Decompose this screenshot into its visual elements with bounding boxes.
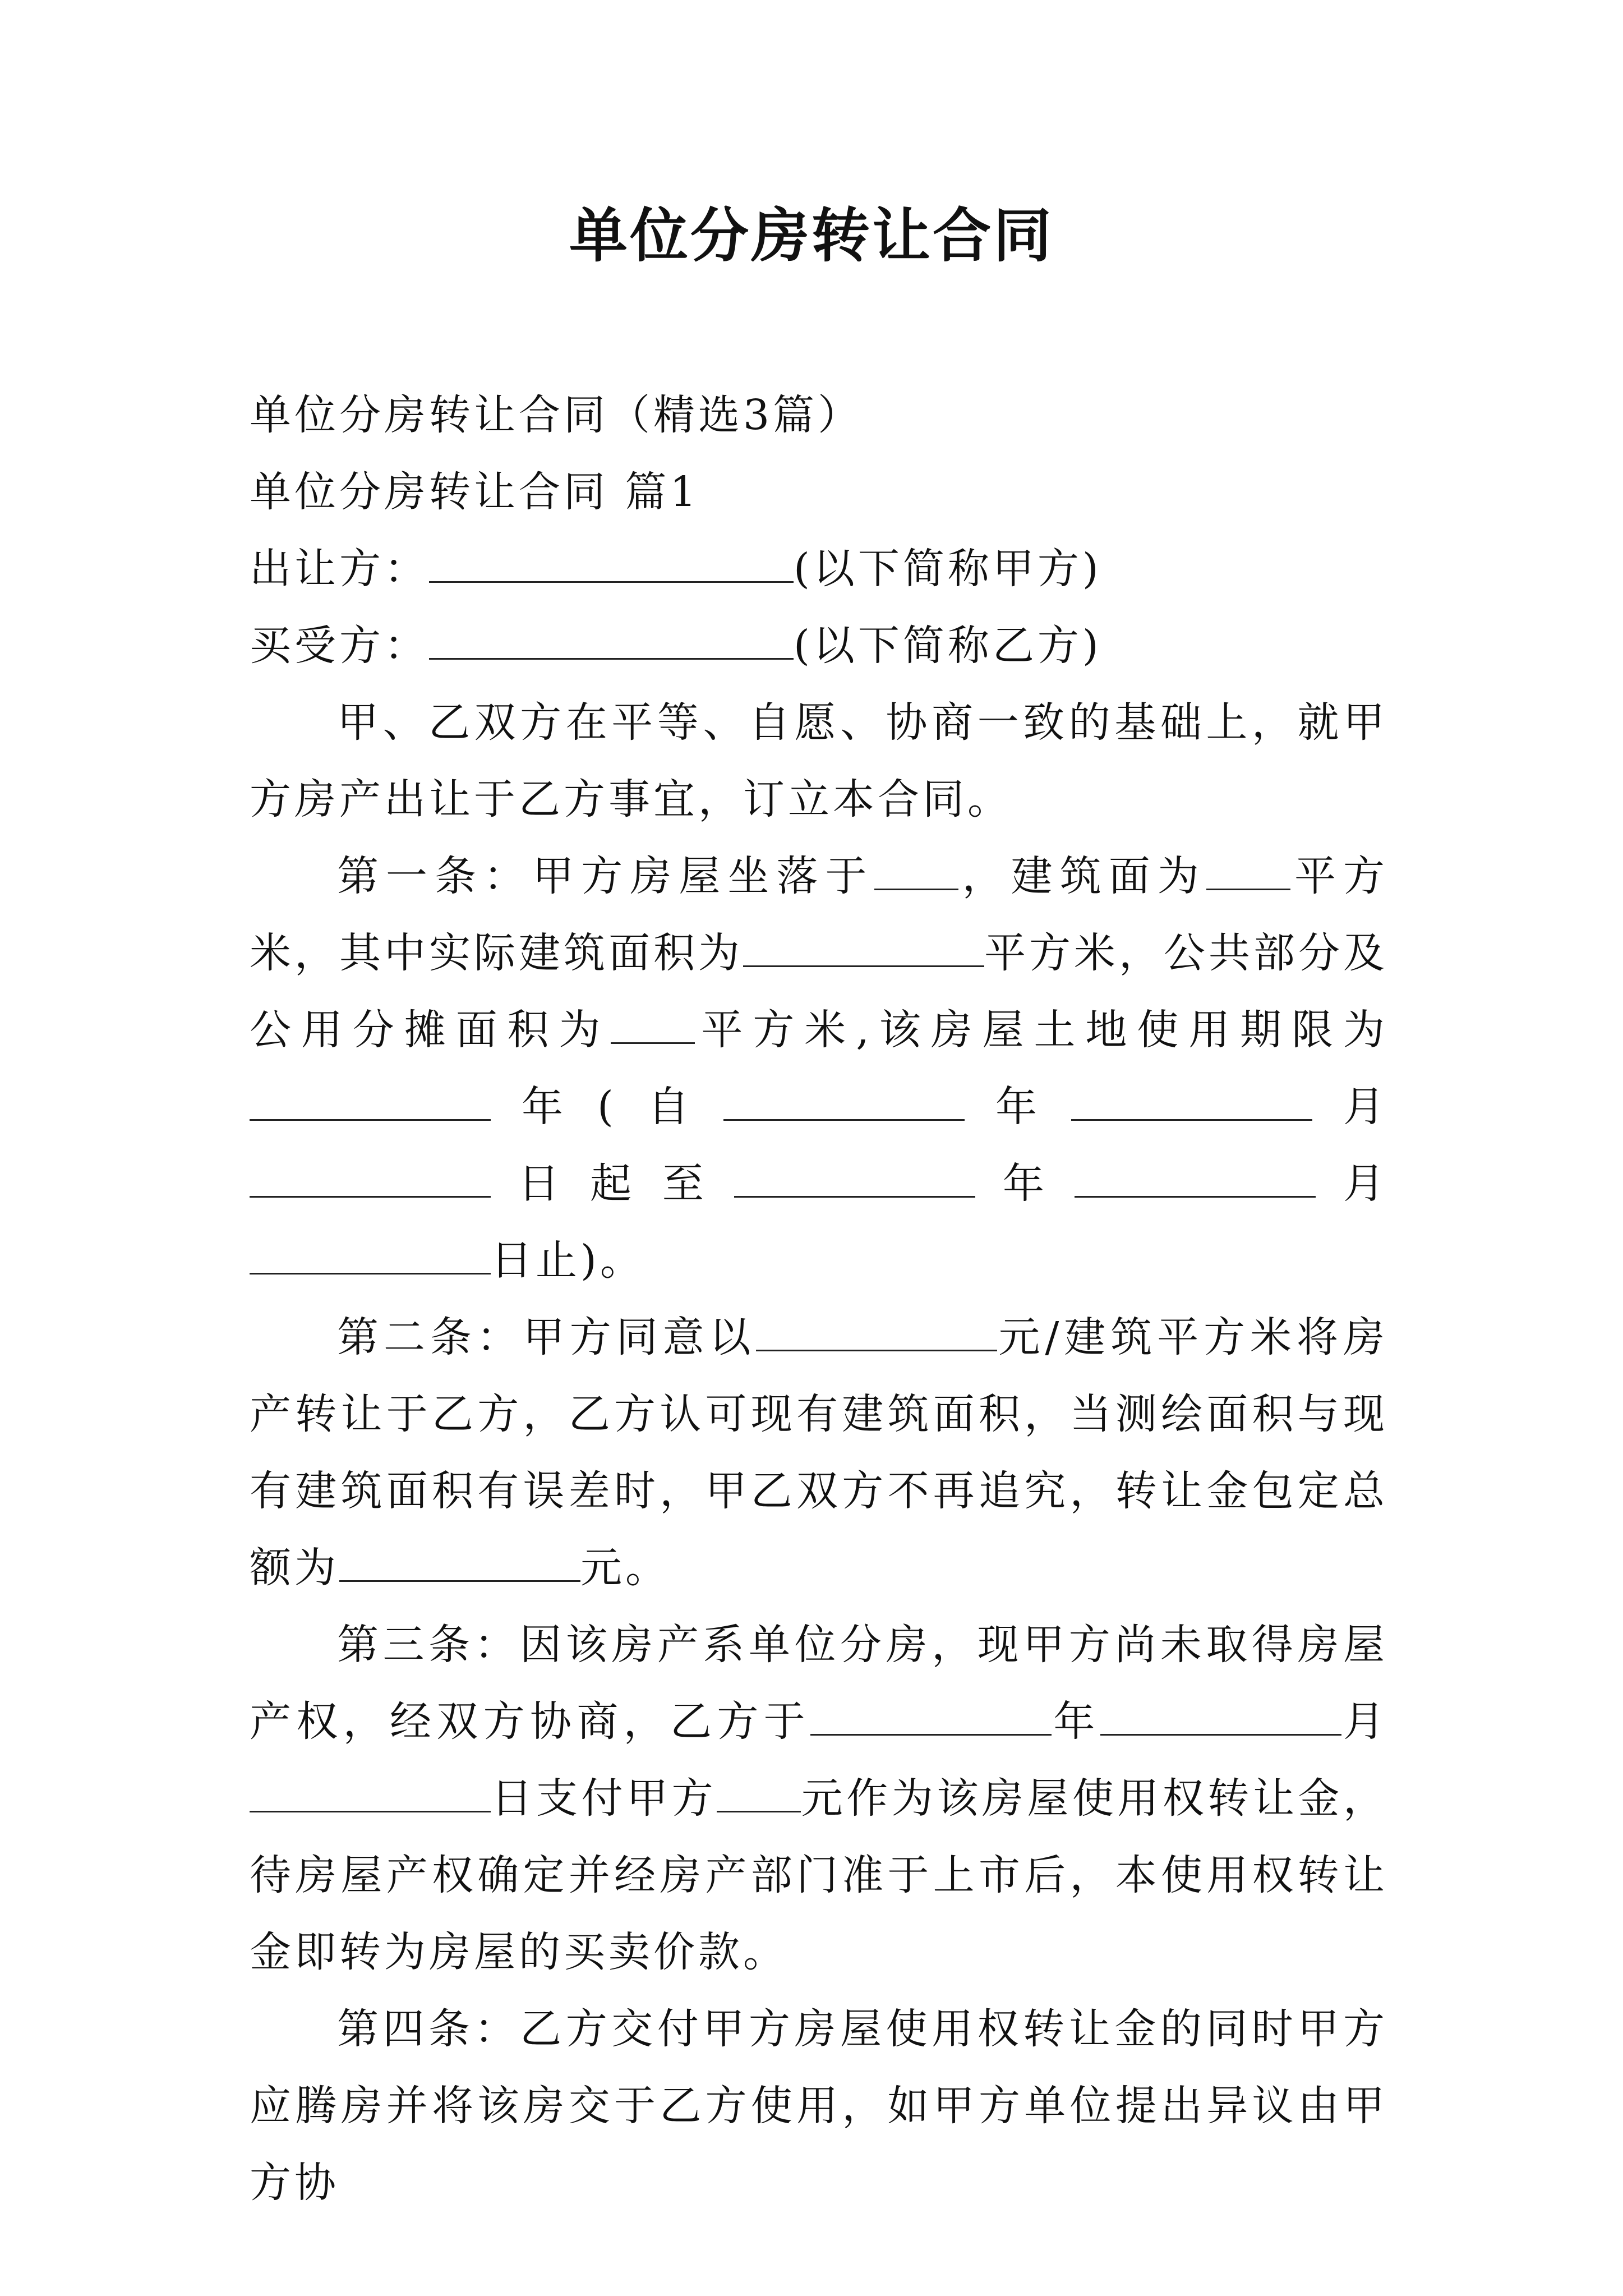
art3-blank-amount bbox=[717, 1769, 801, 1812]
transferee-label: 买受方： bbox=[250, 622, 429, 670]
art1-text-4: 平方米，公共部分及公用分摊面积为 bbox=[250, 929, 1388, 1054]
art1-text-3: 平方米，其中实际建筑面积为 bbox=[250, 852, 1389, 977]
art3-blank-day bbox=[250, 1769, 491, 1812]
preamble: 甲、乙双方在平等、自愿、协商一致的基础上，就甲方房产出让于乙方事宜，订立本合同。 bbox=[250, 698, 1388, 823]
transferor-suffix: (以下简称甲方) bbox=[794, 545, 1102, 593]
art1-text-8: 月 bbox=[1312, 1083, 1389, 1131]
art2-text-1: 第二条：甲方同意以 bbox=[337, 1313, 756, 1361]
transferor-blank bbox=[429, 540, 794, 583]
art2-text-3: 元。 bbox=[580, 1544, 670, 1592]
art3-text-2: 年 bbox=[1052, 1697, 1100, 1746]
art3-text-5: 元作为该房屋使用权转让金，待房屋产权确定并经房产部门准于上市后，本使用权转让金即转为房屋的买卖价款。 bbox=[250, 1774, 1389, 1976]
part-heading: 单位分房转让合同 篇1 bbox=[250, 468, 700, 516]
art1-blank-start-day bbox=[250, 1154, 491, 1198]
transferor-label: 出让方： bbox=[250, 545, 429, 593]
art1-blank-start-year bbox=[723, 1078, 965, 1121]
transferee-line bbox=[250, 608, 1388, 684]
art2-blank-total bbox=[339, 1539, 580, 1582]
art1-blank-shared-area bbox=[611, 1001, 695, 1044]
art3-blank-month bbox=[1100, 1692, 1341, 1736]
art1-blank-term bbox=[250, 1078, 491, 1121]
art1-text-7: 年 bbox=[964, 1083, 1071, 1131]
art1-text-12: 日止)。 bbox=[491, 1236, 645, 1285]
art1-text-6: 年(自 bbox=[491, 1083, 723, 1131]
art1-blank-area bbox=[1206, 847, 1290, 890]
art1-text-5: 平方米,该房屋土地使用期限为 bbox=[694, 1006, 1388, 1054]
art1-blank-start-month bbox=[1071, 1078, 1312, 1121]
article-1 bbox=[250, 838, 1388, 1299]
art1-text-1: 第一条：甲方房屋坐落于 bbox=[337, 852, 874, 900]
art3-text-4: 日支付甲方 bbox=[491, 1774, 717, 1823]
art1-blank-actual-area bbox=[743, 924, 984, 967]
art1-text-9: 日起至 bbox=[491, 1159, 735, 1208]
article-2 bbox=[250, 1299, 1388, 1607]
transferor-line bbox=[250, 531, 1388, 608]
article-3 bbox=[250, 1607, 1388, 1991]
art2-blank-unit-price bbox=[756, 1308, 997, 1351]
art1-text-11: 月 bbox=[1316, 1159, 1389, 1208]
art2-text-2: 元/建筑平方米将房产转让于乙方，乙方认可现有建筑面积，当测绘面积与现有建筑面积有误差时，甲乙双方不再追究，转让金包定总额为 bbox=[250, 1313, 1388, 1592]
art1-text-2: ，建筑面为 bbox=[958, 852, 1206, 900]
document-body bbox=[250, 377, 1388, 2221]
art1-blank-end-day bbox=[250, 1231, 491, 1274]
art3-blank-year bbox=[810, 1692, 1052, 1736]
art3-text-3: 月 bbox=[1341, 1697, 1389, 1746]
art3-text-1: 第三条：因该房产系单位分房，现甲方尚未取得房屋产权，经双方协商，乙方于 bbox=[250, 1621, 1388, 1746]
art1-blank-location bbox=[874, 847, 958, 890]
subtitle: 单位分房转让合同（精选3篇） bbox=[250, 391, 863, 439]
art1-blank-end-year bbox=[734, 1154, 975, 1198]
art1-blank-end-month bbox=[1075, 1154, 1316, 1198]
article-4 bbox=[250, 1991, 1388, 2221]
document-title: 单位分房转让合同 bbox=[569, 201, 1054, 270]
transferee-blank bbox=[429, 616, 794, 660]
art4-text-1: 第四条：乙方交付甲方房屋使用权转让金的同时甲方应腾房并将该房交于乙方使用，如甲方单位提出异议由甲方协 bbox=[250, 2005, 1388, 2207]
art1-text-10: 年 bbox=[975, 1159, 1075, 1208]
transferee-suffix: (以下简称乙方) bbox=[794, 622, 1102, 670]
